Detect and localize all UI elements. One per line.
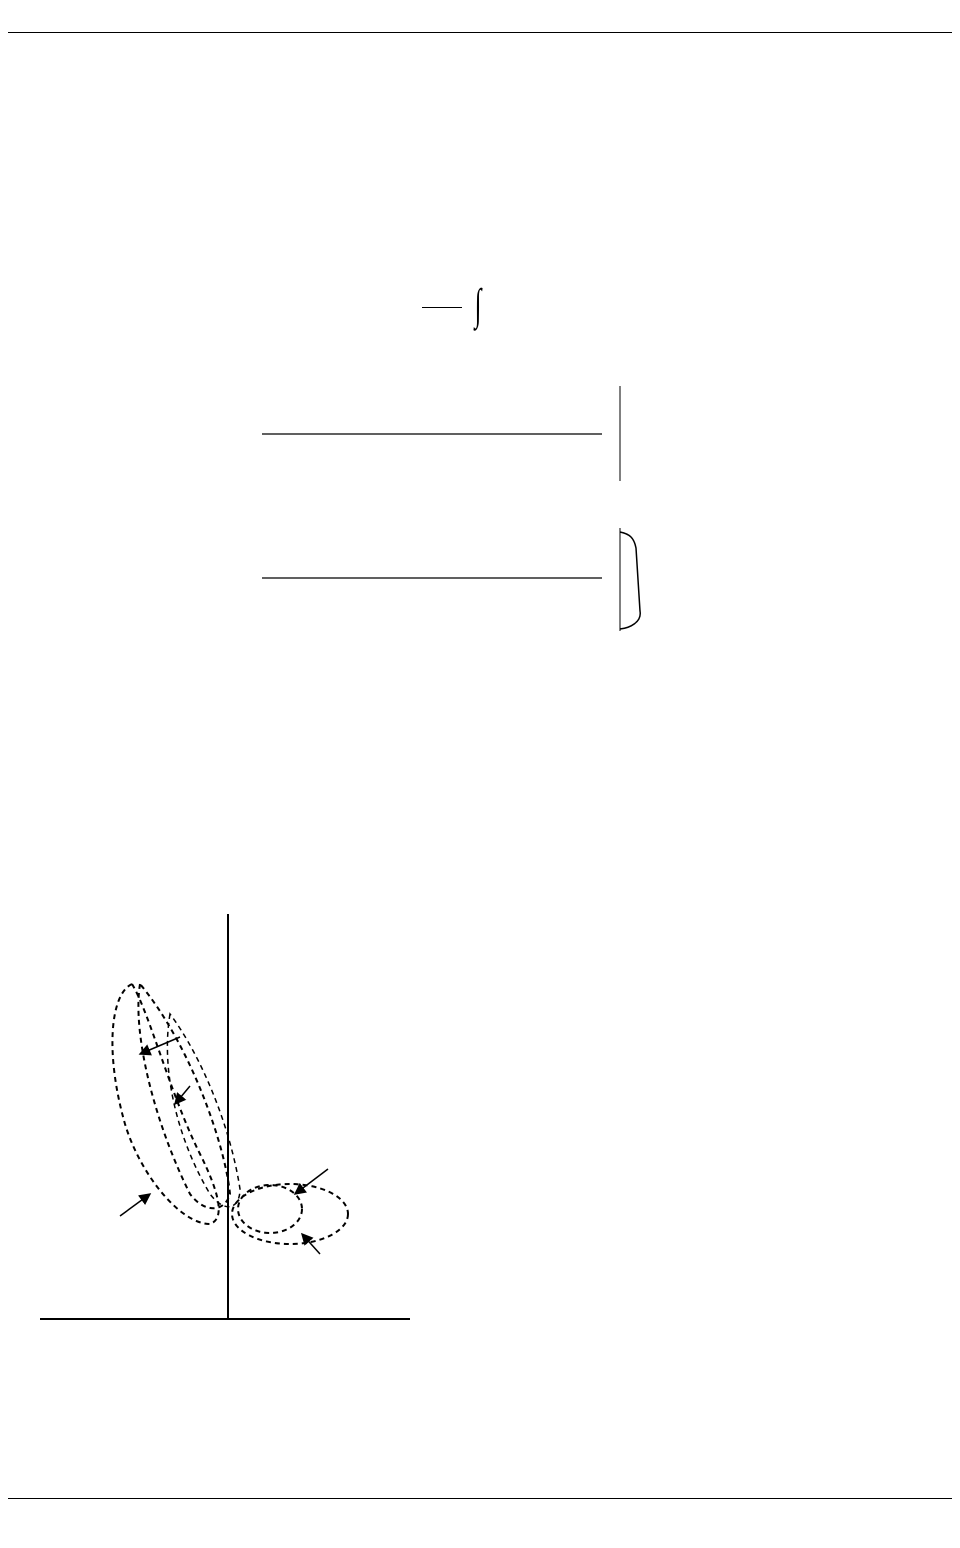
integral-sign: ∫: [474, 280, 482, 329]
distribution-flat-curve: [620, 532, 640, 629]
figure-9-profile-panels: [480, 898, 890, 1334]
figure-8-kurtosis-illustration: [250, 356, 710, 648]
arrow-maras: [120, 1194, 150, 1216]
esztergálás-region: [232, 1184, 348, 1244]
section-heading: [6, 708, 42, 733]
footer-rule: [8, 1498, 952, 1499]
hónolás-region: [167, 1014, 240, 1207]
header-rule: [8, 32, 952, 33]
figure-9-topology-map: [40, 894, 440, 1360]
formula-rku: [0, 270, 960, 350]
fraction-bar: [422, 307, 462, 308]
marás-region: [112, 984, 218, 1224]
köszörülés-region: [138, 984, 230, 1208]
szikraforgácsolás-region: [238, 1185, 302, 1233]
arrow-koszorules: [175, 1086, 190, 1104]
